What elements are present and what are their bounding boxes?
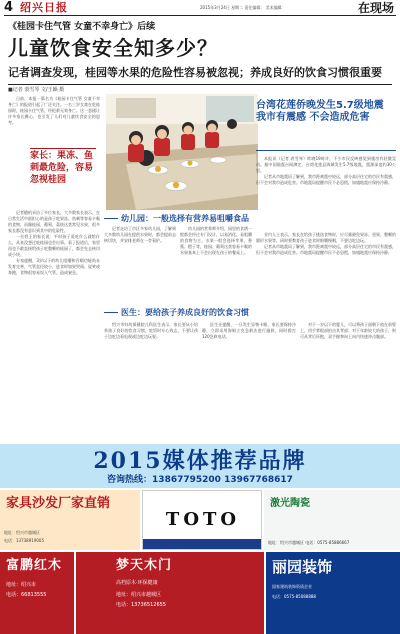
page-number: 4 <box>4 0 14 15</box>
sidebar-paragraph: 本报讯（记者 裘雪琴）昨晚19时许，不少市民反映感觉到楼房有轻微晃动。据中国地震台网测定，台湾花莲县海域发生5.7级地震，震源深度约30公里。 <box>256 156 396 173</box>
article-column-7 <box>300 322 396 438</box>
article-paragraph: 记者从市地震局了解到，我市距离震中较远，部分高层住宅的市民有震感，但不会对我市造成危害。市地震局提醒市民不必恐慌，如遇地震应保持冷静。 <box>256 244 396 255</box>
mumen-ad-info: 高档原木·环保健康 <box>116 580 158 586</box>
toto-logo: TOTO <box>165 509 241 530</box>
sofa-ad-name: 家具沙发厂家直销 <box>6 496 111 511</box>
sidebar-column <box>256 156 396 226</box>
expo-phone: 咨询热线：13867795200 13967768617 <box>107 475 293 485</box>
pullquote-rule <box>30 148 96 149</box>
sofa-ad-info: 地址：绍兴市越城区 <box>4 530 40 535</box>
toto-strip <box>143 539 262 549</box>
ceramic-ad-info: 地址：绍兴市越城区 电话：0575-85886667 <box>268 540 350 545</box>
zhuangshi-ad-info: 电话：0575-85088888 <box>272 594 316 599</box>
article-paragraph: 记者走访了市区多家幼儿园，了解到大多数幼儿园在提供水果时，都会提前去核切块，并安排老师在一旁看护。 <box>104 226 176 243</box>
headline-rule <box>8 84 392 85</box>
article-column-3 <box>180 226 252 304</box>
pullquote: 家长：果冻、鱼刺最危险，容易忽视桂园 <box>30 151 94 185</box>
toto-ad <box>142 490 262 550</box>
sofa-ad <box>0 490 140 550</box>
expo-title: 2015媒体推荐品牌 <box>93 448 307 474</box>
article-subhead: 记者调查发现，桂园等水果的危险性容易被忽视；养成良好的饮食习惯很重要 <box>8 66 382 79</box>
ceramic-ad <box>264 490 400 550</box>
page-masthead <box>4 0 396 16</box>
issue-info: 2015年3月24日 星期二 责任编辑： 美术编辑： <box>200 5 286 10</box>
article-paragraph: 对于一岁以下的婴儿，可以将孩子面朝下放在前臂上，用手掌根部拍击其背部；对于年龄较大的孩子，则可从背后环抱，双手握拳向上向内快速冲击腹部。 <box>300 322 396 339</box>
section-name: 在现场 <box>357 1 394 15</box>
hongwu-ad <box>0 552 74 634</box>
article-paragraph: 幼儿园的营养师介绍，园里的食谱一般都会经过专门设计，以易消化、易咀嚼的食物为主。水果一般会选择苹果、香蕉、橙子等，桂园、葡萄这类容易卡喉的水果基本上不会出现在孩子的餐桌上。 <box>180 226 252 255</box>
article-column-1 <box>8 96 100 146</box>
zhuangshi-ad <box>266 552 400 634</box>
article-paragraph: 业内人士表示，家长在给孩子挑选食物时，应尽量避免果冻、坚果、整颗的圆形水果等，同时要教育孩子进食时细嚼慢咽，不要边吃边玩。 <box>256 232 396 243</box>
article-column-2 <box>104 226 176 304</box>
hongwu-ad-name: 富鹏红木 <box>6 558 63 573</box>
article-paragraph: 绍兴市妇幼保健院儿科医生表示，家长要从小培养孩子良好的饮食习惯，吃饭时专心致志，不要让孩子边吃边看电视或边吃边玩耍。 <box>104 322 198 339</box>
article-paragraph: 记者随机采访了多位家长，大多数家长表示，在日常生活中最担心的是孩子吃果冻、鱼刺等容易卡喉的食物，而像桂园、葡萄、荔枝这类常见水果，很多家长都没有意识到其中的危险性。 <box>8 210 100 233</box>
mumen-ad-name: 梦天木门 <box>116 558 173 573</box>
mumen-ad-info: 地址：绍兴市越城区 <box>116 592 162 598</box>
article-paragraph: 一位姓王的家长说：平时孩子爱吃什么就给什么，从来没想过吃桂园也会出事。看了报道后，家里再也不敢直接给孩子吃整颗的桂园了，都会先去核切成小块。 <box>8 234 100 257</box>
section-head-kindergarten: 幼儿园：一般选择有营养易咀嚼食品 <box>104 214 249 224</box>
sofa-ad-info: 电话：13738919005 <box>4 538 44 543</box>
paper-name: 绍兴日报 <box>20 1 68 14</box>
mumen-ad <box>76 552 264 634</box>
hongwu-ad-info: 地址：绍兴市 <box>6 582 37 588</box>
article-paragraph: 日前，本报一篇名为《桂园卡住气管 女童不幸身亡》的报道引起了广泛关注。一名三岁女童在吃桂园时，桂园卡住气管，经抢救无效身亡。这一悲剧让许多家长揪心，也引发了人们对儿童饮食安全的思考。 <box>8 96 100 125</box>
zhuangshi-ad-info: 国家建筑装饰资质企业 <box>272 584 312 589</box>
article-column-6 <box>202 322 296 438</box>
kindergarten-lunch-photo <box>106 94 258 210</box>
article-byline: ■记者 裘雪琴 文/王颖 摄 <box>8 87 65 93</box>
article-paragraph: 专家提醒，3岁以下的幼儿咀嚼和吞咽功能尚未发育完善，气管直径较小，进食时如果哭闹、说笑或奔跑，食物很容易误入气管，造成窒息。 <box>8 258 100 275</box>
article-column-1b <box>8 210 100 434</box>
mumen-ad-info: 电话：13736512655 <box>116 602 166 608</box>
ceramic-ad-name: 激光陶瓷 <box>270 498 310 509</box>
article-kicker: 《桂园卡住气管 女童不幸身亡》后续 <box>8 22 156 32</box>
article-column-5 <box>104 322 198 438</box>
hongwu-ad-info: 电话：66813555 <box>6 592 47 598</box>
article-column-4 <box>256 232 396 304</box>
sidebar-paragraph: 记者从市地震局了解到，我市距离震中较远，部分高层住宅的市民有震感，但不会对我市造成危害。市地震局提醒市民不必恐慌，如遇地震应保持冷静。 <box>256 174 396 185</box>
section-head-doctor: 医生：要给孩子养成良好的饮食习惯 <box>104 308 249 318</box>
article-paragraph: 医生还提醒，一旦发生异物卡喉，家长要保持冷静，立即采用海姆立克急救法进行施救，同时拨打120急救电话。 <box>202 322 296 339</box>
article-headline: 儿童饮食安全知多少？ <box>8 36 218 60</box>
sidebar-rule <box>256 150 396 151</box>
sidebar-headline: 台湾花莲侨晚发生5.7级地震 我市有震感 不会造成危害 <box>256 100 384 123</box>
zhuangshi-ad-name: 丽园装饰 <box>272 558 333 576</box>
article-photo <box>106 94 258 210</box>
